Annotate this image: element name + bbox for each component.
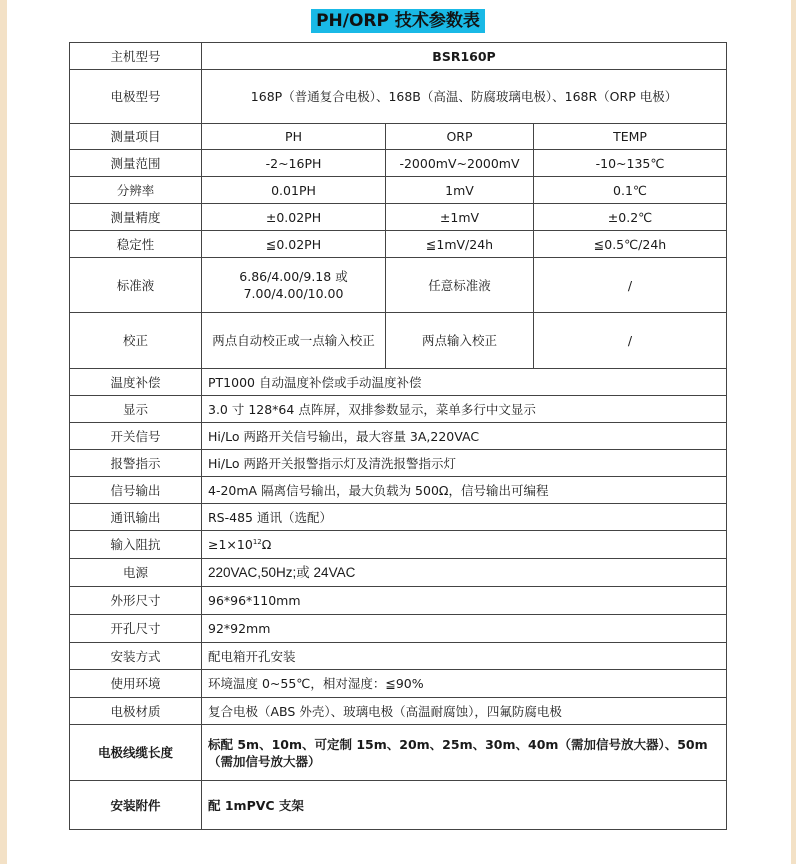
table-row-range <box>70 150 727 177</box>
row-label: 通讯输出 <box>70 504 202 531</box>
temp-cell: / <box>534 313 727 369</box>
row-label: 标准液 <box>70 258 202 313</box>
cable-length-value: 标配 5m、10m、可定制 15m、20m、25m、30m、40m（需加信号放大器）、50m（需加信号放大器） <box>202 725 727 781</box>
table-row-standard <box>70 258 727 313</box>
table-row-model <box>70 43 727 70</box>
page-left-border <box>0 0 7 864</box>
accessories-value: 配 1mPVC 支架 <box>202 781 727 830</box>
page-right-border <box>791 0 796 864</box>
row-label: 开孔尺寸 <box>70 615 202 643</box>
ph-cell: ±0.02PH <box>202 204 386 231</box>
row-label: 报警指示 <box>70 450 202 477</box>
table-row-measure-item <box>70 124 727 150</box>
alarm-value: Hi/Lo 两路开关报警指示灯及清洗报警指示灯 <box>202 450 727 477</box>
temp-cell: / <box>534 258 727 313</box>
impedance-exponent: 12 <box>252 537 262 546</box>
spec-table <box>69 42 727 830</box>
temp-comp-value: PT1000 自动温度补偿或手动温度补偿 <box>202 369 727 396</box>
table-row-impedance <box>70 531 727 559</box>
table-row-electrode-type <box>70 70 727 124</box>
row-label: 电源 <box>70 559 202 587</box>
row-label: 温度补偿 <box>70 369 202 396</box>
table-row-display <box>70 396 727 423</box>
row-label: 测量精度 <box>70 204 202 231</box>
row-label: 主机型号 <box>70 43 202 70</box>
row-label: 测量项目 <box>70 124 202 150</box>
impedance-value <box>202 531 727 559</box>
power-value: 220VAC,50Hz;或 24VAC <box>202 559 727 587</box>
title-bar <box>0 9 796 33</box>
row-label: 开关信号 <box>70 423 202 450</box>
row-label: 稳定性 <box>70 231 202 258</box>
row-label: 测量范围 <box>70 150 202 177</box>
model-value: BSR160P <box>202 43 727 70</box>
ph-cell <box>202 258 386 313</box>
orp-cell: ±1mV <box>386 204 534 231</box>
ph-cell: 两点自动校正或一点输入校正 <box>202 313 386 369</box>
row-label: 信号输出 <box>70 477 202 504</box>
cutout-value: 92*92mm <box>202 615 727 643</box>
temp-cell: -10~135℃ <box>534 150 727 177</box>
ph-cell: PH <box>202 124 386 150</box>
table-row-temp-comp <box>70 369 727 396</box>
table-row-stability <box>70 231 727 258</box>
impedance-suffix: Ω <box>261 537 272 552</box>
row-label: 使用环境 <box>70 670 202 698</box>
orp-cell: 两点输入校正 <box>386 313 534 369</box>
table-row-install <box>70 643 727 670</box>
table-row-accessories <box>70 781 727 830</box>
temp-cell: ±0.2℃ <box>534 204 727 231</box>
orp-cell: -2000mV~2000mV <box>386 150 534 177</box>
electrode-material-value: 复合电极（ABS 外壳）、玻璃电极（高温耐腐蚀），四氟防腐电极 <box>202 698 727 725</box>
table-row-electrode-material <box>70 698 727 725</box>
table-row-alarm <box>70 450 727 477</box>
orp-cell: ORP <box>386 124 534 150</box>
page-title: PH/ORP 技术参数表 <box>311 9 485 33</box>
standard-ph-line1: 6.86/4.00/9.18 或 <box>239 269 348 284</box>
row-label: 校正 <box>70 313 202 369</box>
environment-value: 环境温度 0~55℃，相对湿度：≦90% <box>202 670 727 698</box>
table-row-resolution <box>70 177 727 204</box>
orp-cell: 任意标准液 <box>386 258 534 313</box>
row-label: 电极线缆长度 <box>70 725 202 781</box>
table-row-power <box>70 559 727 587</box>
table-row-calibration <box>70 313 727 369</box>
row-label: 输入阻抗 <box>70 531 202 559</box>
table-row-cable-length <box>70 725 727 781</box>
temp-cell: 0.1℃ <box>534 177 727 204</box>
ph-cell: ≦0.02PH <box>202 231 386 258</box>
dimensions-value: 96*96*110mm <box>202 587 727 615</box>
row-label: 分辨率 <box>70 177 202 204</box>
temp-cell: ≦0.5℃/24h <box>534 231 727 258</box>
display-value: 3.0 寸 128*64 点阵屏，双排参数显示，菜单多行中文显示 <box>202 396 727 423</box>
standard-ph-line2: 7.00/4.00/10.00 <box>243 286 344 301</box>
install-value: 配电箱开孔安装 <box>202 643 727 670</box>
ph-cell: -2~16PH <box>202 150 386 177</box>
orp-cell: 1mV <box>386 177 534 204</box>
table-row-environment <box>70 670 727 698</box>
impedance-prefix: ≥1×10 <box>208 537 253 552</box>
table-row-signal-output <box>70 477 727 504</box>
table-row-dimensions <box>70 587 727 615</box>
electrode-type-value: 168P（普通复合电极）、168B（高温、防腐玻璃电极）、168R（ORP 电极） <box>202 70 727 124</box>
temp-cell: TEMP <box>534 124 727 150</box>
comm-value: RS-485 通讯（选配） <box>202 504 727 531</box>
switch-signal-value: Hi/Lo 两路开关信号输出，最大容量 3A,220VAC <box>202 423 727 450</box>
table-row-accuracy <box>70 204 727 231</box>
table-row-comm <box>70 504 727 531</box>
ph-cell: 0.01PH <box>202 177 386 204</box>
row-label: 电极材质 <box>70 698 202 725</box>
row-label: 外形尺寸 <box>70 587 202 615</box>
row-label: 安装附件 <box>70 781 202 830</box>
signal-output-value: 4-20mA 隔离信号输出，最大负载为 500Ω，信号输出可编程 <box>202 477 727 504</box>
row-label: 电极型号 <box>70 70 202 124</box>
orp-cell: ≦1mV/24h <box>386 231 534 258</box>
table-row-switch-signal <box>70 423 727 450</box>
table-row-cutout <box>70 615 727 643</box>
row-label: 显示 <box>70 396 202 423</box>
row-label: 安装方式 <box>70 643 202 670</box>
